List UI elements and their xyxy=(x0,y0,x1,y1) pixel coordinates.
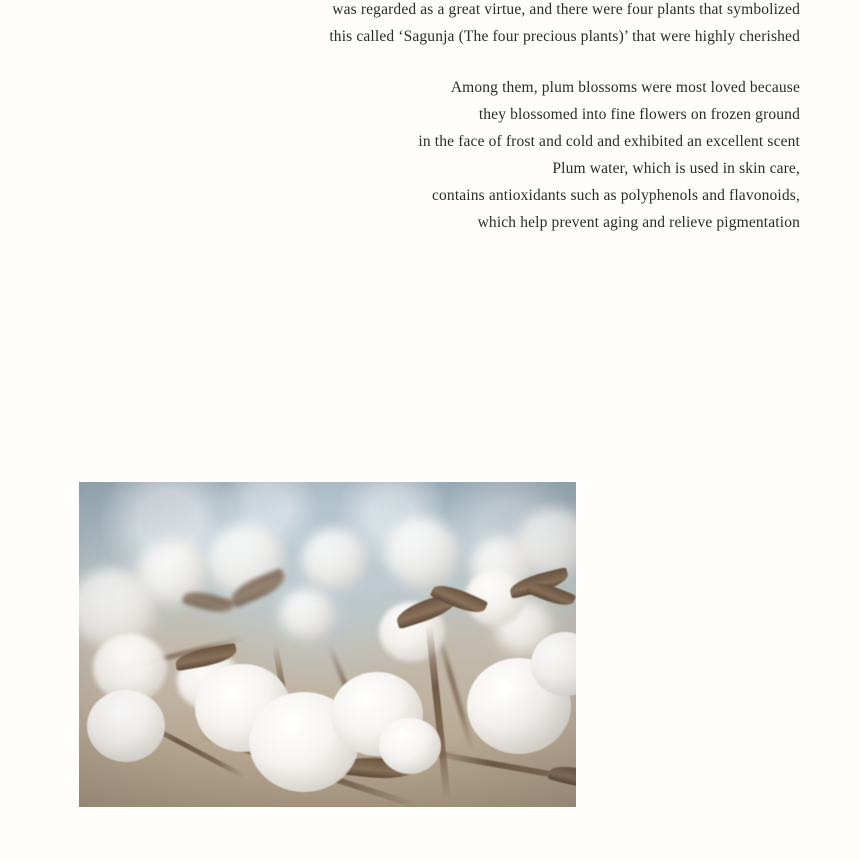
text-line: this called ‘Sagunja (The four precious plants)’ that were highly cherished xyxy=(329,28,800,45)
text-line: which help prevent aging and relieve pigmentation xyxy=(477,214,800,231)
text-line: was regarded as a great virtue, and there were four plants that symbolized xyxy=(332,1,800,18)
photo-background xyxy=(79,482,576,807)
cotton-boll xyxy=(87,690,165,762)
text-line: contains antioxidants such as polyphenols and flavonoids, xyxy=(431,187,800,204)
paragraph-plum xyxy=(180,74,800,236)
cotton-bolls-photo xyxy=(79,482,576,807)
text-line: Plum water, which is used in skin care, xyxy=(552,160,800,177)
cotton-husk xyxy=(548,761,576,792)
cotton-husk xyxy=(182,587,234,616)
cotton-boll xyxy=(379,718,441,774)
cotton-boll xyxy=(279,588,335,640)
paragraph-intro xyxy=(180,0,800,50)
text-line: Among them, plum blossoms were most loved because xyxy=(450,79,800,96)
text-line: they blossomed into fine flowers on frozen ground xyxy=(478,106,800,123)
cotton-boll xyxy=(385,518,459,588)
cotton-stem xyxy=(426,625,451,800)
cotton-boll xyxy=(301,528,367,590)
text-line: in the face of frost and cold and exhibited an excellent scent xyxy=(418,133,800,150)
